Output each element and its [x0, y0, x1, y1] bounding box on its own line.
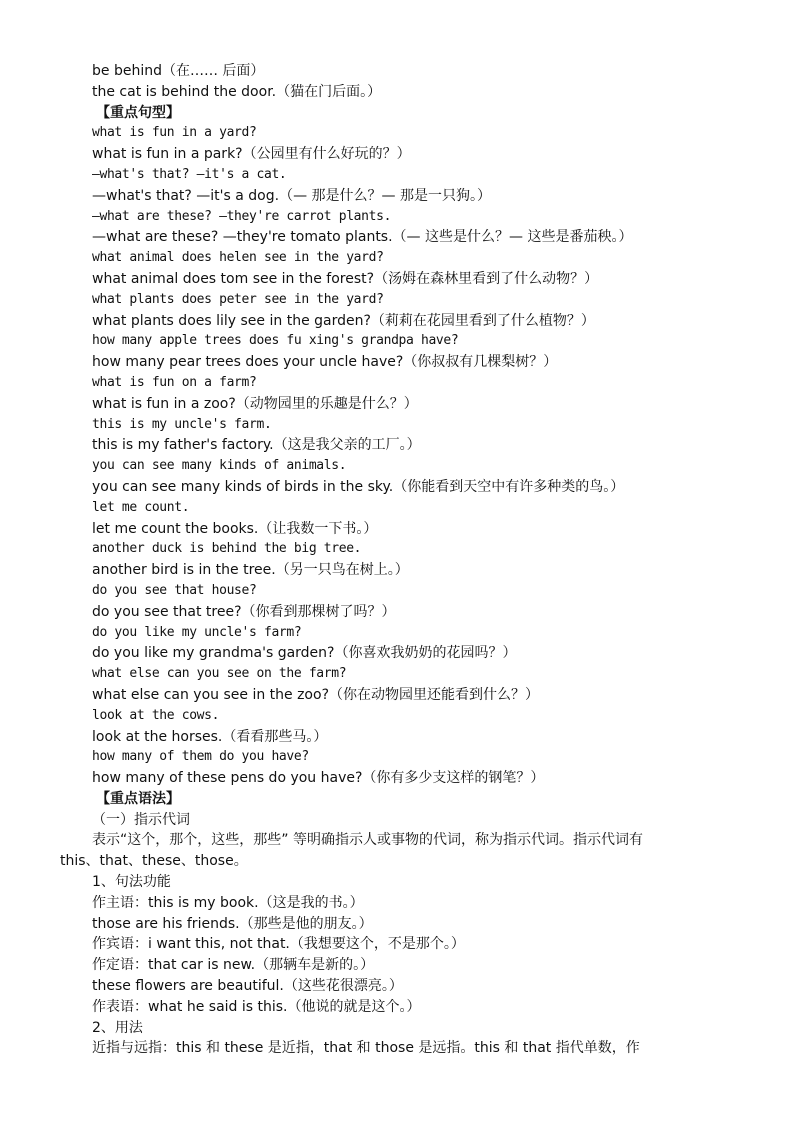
sentence-line: how many apple trees does fu xing's grandpa have? [92, 333, 459, 349]
sentence-line: another bird is in the tree.（另一只鸟在树上。） [92, 562, 409, 579]
sentence-line: —what's that? —it's a cat. [92, 166, 287, 182]
sentence-line: what is fun in a park?（公园里有什么好玩的？） [92, 146, 411, 163]
sentence-line: what else can you see in the zoo?（你在动物园里还能看到什么？） [92, 686, 539, 703]
example-line: 作主语：this is my book.（这是我的书。） [92, 894, 364, 911]
example-line: these flowers are beautiful.（这些花很漂亮。） [92, 977, 403, 994]
sentence-line: what is fun on a farm? [92, 374, 257, 390]
sentence-line: what plants does lily see in the garden?（莉莉在花园里看到了什么植物？） [92, 312, 595, 329]
sentence-line: do you see that house? [92, 582, 257, 598]
sentence-line: this is my father's factory.（这是我父亲的工厂。） [92, 437, 421, 454]
sentence-line: how many of these pens do you have?（你有多少支这样的钢笔？） [92, 770, 545, 787]
vocab-example: the cat is behind the door.（猫在门后面。） [92, 83, 382, 100]
sentence-line: let me count the books.（让我数一下书。） [92, 520, 378, 537]
sentence-line: another duck is behind the big tree. [92, 541, 362, 557]
sentence-line: —what are these? —they're carrot plants. [92, 208, 392, 224]
sentence-line: what else can you see on the farm? [92, 666, 347, 682]
vocab-line: be behind（在…… 后面） [92, 63, 265, 79]
example-line: those are his friends.（那些是他的朋友。） [92, 915, 373, 932]
document-body [92, 61, 742, 830]
sentence-line: how many pear trees does your uncle have?（你叔叔有几棵梨树？） [92, 354, 558, 371]
sentence-line: look at the cows. [92, 707, 220, 723]
sentence-list [92, 123, 742, 789]
sentence-line: you can see many kinds of animals. [92, 458, 347, 474]
paragraph-line: this、that、these、those。 [60, 852, 248, 869]
sentence-line: what animal does tom see in the forest?（汤姆在森林里看到了什么动物？） [92, 270, 599, 287]
sentence-line: what plants does peter see in the yard? [92, 291, 384, 307]
section-title: 2、用法 [92, 1019, 143, 1036]
usage-line: 近指与远指：this 和 these 是近指，that 和 those 是远指。this 和 that 指代单数，作 [92, 1040, 640, 1057]
grammar-details [92, 872, 742, 1059]
sentence-line: you can see many kinds of birds in the sky.（你能看到天空中有许多种类的鸟。） [92, 478, 625, 495]
sentence-line: what is fun in a zoo?（动物园里的乐趣是什么？） [92, 395, 418, 412]
sentence-line: this is my uncle's farm. [92, 416, 272, 432]
section-heading-grammar: 【重点语法】 [96, 790, 180, 807]
sentence-line: what is fun in a yard? [92, 125, 257, 141]
sentence-line: —what are these? —they're tomato plants.（— 这些是什么？— 这些是番茄秧。） [92, 229, 633, 246]
sentence-line: what animal does helen see in the yard? [92, 250, 384, 266]
paragraph-line: 表示“这个，那个，这些，那些” 等明确指示人或事物的代词，称为指示代词。指示代词有 [92, 832, 643, 848]
sentence-line: look at the horses.（看看那些马。） [92, 728, 328, 745]
sentence-line: do you see that tree?（你看到那棵树了吗？） [92, 603, 396, 620]
sentence-line: do you like my grandma's garden?（你喜欢我奶奶的花园吗？） [92, 645, 517, 662]
sentence-line: let me count. [92, 499, 190, 515]
grammar-definition-paragraph [60, 830, 740, 872]
section-heading-sentences: 【重点句型】 [96, 104, 180, 121]
section-title: 1、句法功能 [92, 874, 171, 890]
grammar-subheading: （一）指示代词 [92, 811, 190, 828]
sentence-line: —what's that? —it's a dog.（— 那是什么？— 那是一只狗。） [92, 187, 491, 204]
sentence-line: do you like my uncle's farm? [92, 624, 302, 640]
example-line: 作表语：what he said is this.（他说的就是这个。） [92, 998, 421, 1015]
sentence-line: how many of them do you have? [92, 749, 309, 765]
example-line: 作宾语：i want this, not that.（我想要这个，不是那个。） [92, 936, 465, 953]
example-line: 作定语：that car is new.（那辆车是新的。） [92, 957, 375, 974]
